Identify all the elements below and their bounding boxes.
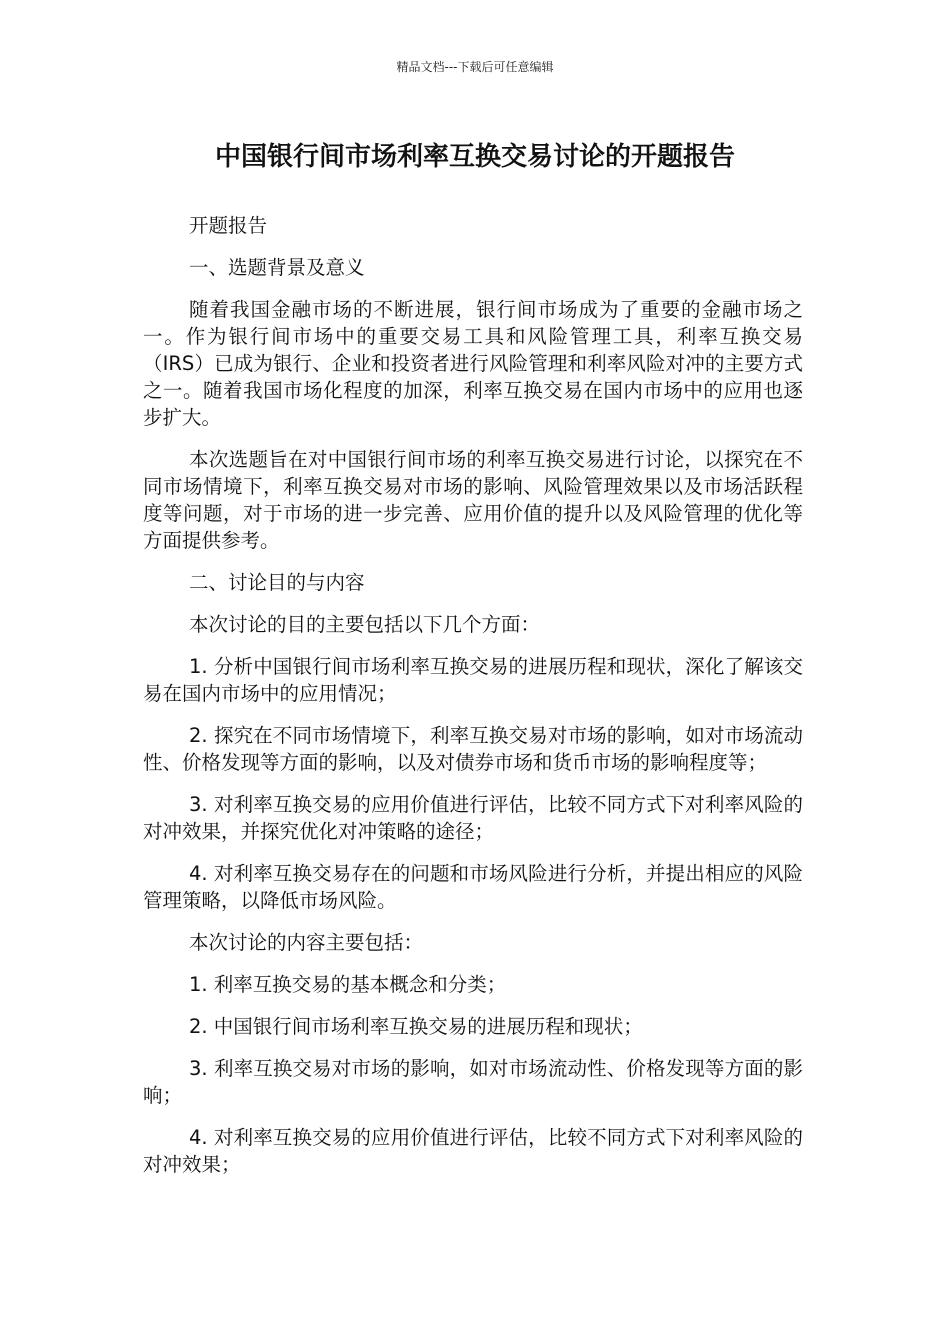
paragraph-content-intro: 本次讨论的内容主要包括： <box>189 931 424 954</box>
content-item-4: 4. 对利率互换交易的应用价值进行评估，比较不同方式下对利率风险的对冲效果； <box>143 1126 803 1176</box>
content-item-3: 3. 利率互换交易对市场的影响，如对市场流动性、价格发现等方面的影响； <box>143 1057 803 1107</box>
objective-item-4: 4. 对利率互换交易存在的问题和市场风险进行分析，并提出相应的风险管理策略，以降低市场风险。 <box>143 862 803 912</box>
paragraph-purpose: 本次选题旨在对中国银行间市场的利率互换交易进行讨论，以探究在不同市场情境下，利率互换交易对市场的影响、风险管理效果以及市场活跃程度等问题，对于市场的进一步完善、应用价值的提升以及风险管理的优化等方面提供参考。 <box>143 448 803 552</box>
section-heading-objectives: 二、讨论目的与内容 <box>189 571 365 594</box>
document-body <box>143 212 803 1193</box>
objective-item-3: 3. 对利率互换交易的应用价值进行评估，比较不同方式下对利率风险的对冲效果，并探究优化对冲策略的途径； <box>143 793 803 843</box>
content-item-2: 2. 中国银行间市场利率互换交易的进展历程和现状； <box>189 1015 643 1038</box>
paragraph-report-label: 开题报告 <box>189 214 268 237</box>
content-item-1: 1. 利率互换交易的基本概念和分类； <box>189 973 507 996</box>
document-title: 中国银行间市场利率互换交易讨论的开题报告 <box>214 142 735 172</box>
objective-item-2: 2. 探究在不同市场情境下，利率互换交易对市场的影响，如对市场流动性、价格发现等方面的影响，以及对债券市场和货币市场的影响程度等； <box>143 724 803 774</box>
header-note: 精品文档---下载后可任意编辑 <box>396 60 554 74</box>
paragraph-objectives-intro: 本次讨论的目的主要包括以下几个方面： <box>189 613 541 636</box>
section-heading-background: 一、选题背景及意义 <box>189 256 365 279</box>
paragraph-background: 随着我国金融市场的不断进展，银行间市场成为了重要的金融市场之一。作为银行间市场中的重要交易工具和风险管理工具，利率互换交易（IRS）已成为银行、企业和投资者进行风险管理和利率风险对冲的主要方式之一。随着我国市场化程度的加深，利率互换交易在国内市场中的应用也逐步扩大。 <box>143 298 803 429</box>
objective-item-1: 1. 分析中国银行间市场利率互换交易的进展历程和现状，深化了解该交易在国内市场中的应用情况； <box>143 655 803 705</box>
